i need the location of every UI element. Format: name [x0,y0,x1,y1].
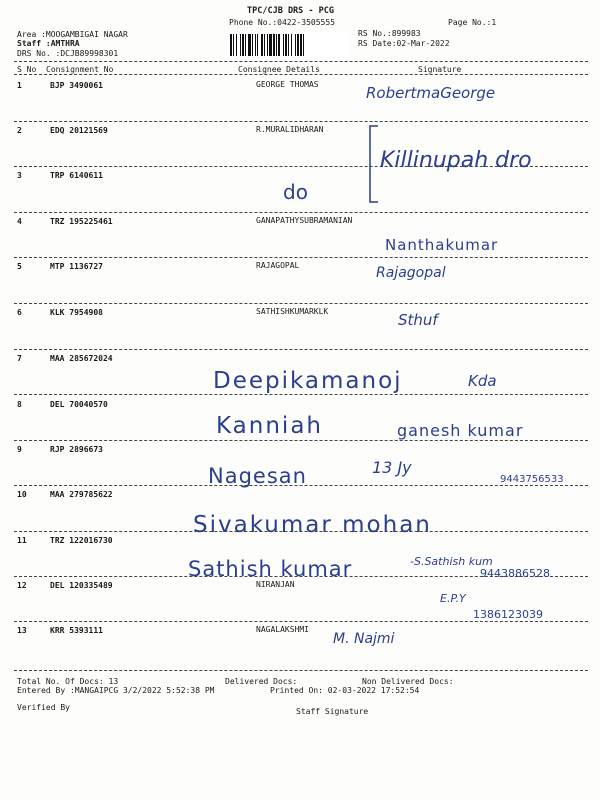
row-consignment-no: RJP 2896673 [50,445,103,454]
handwritten-name-row-8: Kanniah [216,413,323,439]
area-label: Area :MOOGAMBIGAI NAGAR [17,30,128,39]
rs-date: RS Date:02-Mar-2022 [358,39,450,48]
row-sno: 3 [17,171,22,180]
row-consignment-no: TRZ 195225461 [50,217,113,226]
barcode-bar [303,34,304,56]
row-consignment-no: MAA 285672024 [50,354,113,363]
row-consignment-no: TRP 6140611 [50,171,103,180]
row-sno: 9 [17,445,22,454]
barcode-bar [295,34,296,56]
row-sno: 4 [17,217,22,226]
divider [14,394,588,395]
signature-row-5: Rajagopal [376,265,446,281]
row-consignment-no: KLK 7954908 [50,308,103,317]
printed-on: Printed On: 02-03-2022 17:52:54 [270,686,420,695]
divider [14,257,588,258]
barcode-bar [245,34,246,56]
signature-row-12: E.P.Y [440,592,466,605]
phone-handwritten-row-9: 9443756533 [500,474,564,485]
col-header-signature: Signature [418,65,462,74]
signature-row-4: Nanthakumar [385,236,499,254]
row-consignee-name: GEORGE THOMAS [256,80,319,89]
barcode-bar [291,34,292,56]
signature-row-11: -S.Sathish kum [410,555,493,568]
row-consignee-name: NIRANJAN [256,580,295,589]
divider [14,212,588,213]
staff-label: Staff :AMTHRA [17,39,80,48]
divider [14,670,588,671]
barcode-bar [240,34,241,56]
barcode-bar [233,34,234,56]
handwritten-name-row-7: Deepikamanoj [213,368,403,394]
barcode-bar [276,34,277,56]
row-consignee-name: NAGALAKSHMI [256,625,309,634]
delivered-docs: Delivered Docs: [225,677,298,686]
barcode-bar [261,34,263,56]
ditto-mark: do [283,180,308,204]
row-consignment-no: KRR 5393111 [50,626,103,635]
drs-number: DRS No. :DCJB89998301 [17,49,119,58]
barcode-bar [255,34,256,56]
divider [14,440,588,441]
barcode-bar [252,34,253,56]
col-header-consignee: Consignee Details [238,65,320,74]
row-consignee-name: GANAPATHYSUBRAMANIAN [256,216,353,225]
signature-row-2: Killinupah dro [380,148,532,173]
col-header-consignment: Consignment No [46,65,114,74]
row-sno: 1 [17,81,22,90]
barcode-bar [283,34,284,56]
row-sno: 7 [17,354,22,363]
row-consignee-name: SATHISHKUMARKLK [256,307,329,316]
barcode-bar [278,34,280,56]
signature-row-7: Kda [468,372,497,390]
row-consignment-no: MTP 1136727 [50,262,103,271]
handwritten-name-row-11: Sathish kumar [188,557,353,581]
barcode-bar [257,34,258,56]
row-consignment-no: TRZ 122016730 [50,536,113,545]
entered-by: Entered By :MANGAIPCG 3/2/2022 5:52:38 PM [17,686,215,695]
signature-row-1: RobertmaGeorge [366,84,496,102]
row-sno: 13 [17,626,27,635]
barcode-bar [297,34,299,56]
sheet-title: TPC/CJB DRS - PCG [247,6,334,16]
divider [14,349,588,350]
divider [14,303,588,304]
row-consignment-no: DEL 120335489 [50,581,113,590]
barcode-bar [230,34,232,56]
barcode-bar [288,34,289,56]
row-sno: 11 [17,536,27,545]
divider [14,121,588,122]
row-sno: 12 [17,581,27,590]
row-sno: 2 [17,126,22,135]
signature-row-9: 13 Jy [372,458,412,477]
barcode-bar [300,34,302,56]
non-delivered-docs: Non Delivered Docs: [362,677,454,686]
verified-by-label: Verified By [17,703,70,712]
rs-number: RS No.:899983 [358,29,421,38]
col-header-sno: S No [17,65,37,74]
barcode-bar [273,34,275,56]
row-consignment-no: EDQ 20121569 [50,126,108,135]
row-consignment-no: BJP 3490061 [50,81,103,90]
barcode-bar [236,34,237,56]
row-consignment-no: MAA 279785622 [50,490,113,499]
barcode-bar [269,34,272,56]
signature-row-6: Sthuf [398,311,438,329]
row-sno: 8 [17,400,22,409]
row-sno: 6 [17,308,22,317]
signature-row-13: M. Najmi [333,631,395,647]
handwritten-name-row-9: Nagesan [208,464,307,488]
signature-row-8: ganesh kumar [397,421,524,440]
phone-handwritten-row-12: 1386123039 [473,608,543,621]
divider [14,74,588,75]
row-consignment-no: DEL 70040570 [50,400,108,409]
staff-signature-label: Staff Signature [296,707,369,716]
phone-handwritten-row-11: 9443886528 [480,567,550,580]
row-sno: 10 [17,490,27,499]
barcode-bar [242,34,244,56]
divider [14,621,588,622]
barcode-image [228,33,350,57]
handwritten-name-row-10: Sivakumar mohan [193,512,432,538]
row-consignee-name: R.MURALIDHARAN [256,125,324,134]
barcode-bar [267,34,268,56]
barcode-bar [285,34,287,56]
row-sno: 5 [17,262,22,271]
total-docs: Total No. Of Docs: 13 [17,677,119,686]
page-number: Page No.:1 [448,18,497,27]
barcode-bar [248,34,251,56]
divider [14,61,588,62]
barcode-bar [264,34,265,56]
phone-number: Phone No.:0422-3505555 [229,18,335,27]
row-consignee-name: RAJAGOPAL [256,261,300,270]
